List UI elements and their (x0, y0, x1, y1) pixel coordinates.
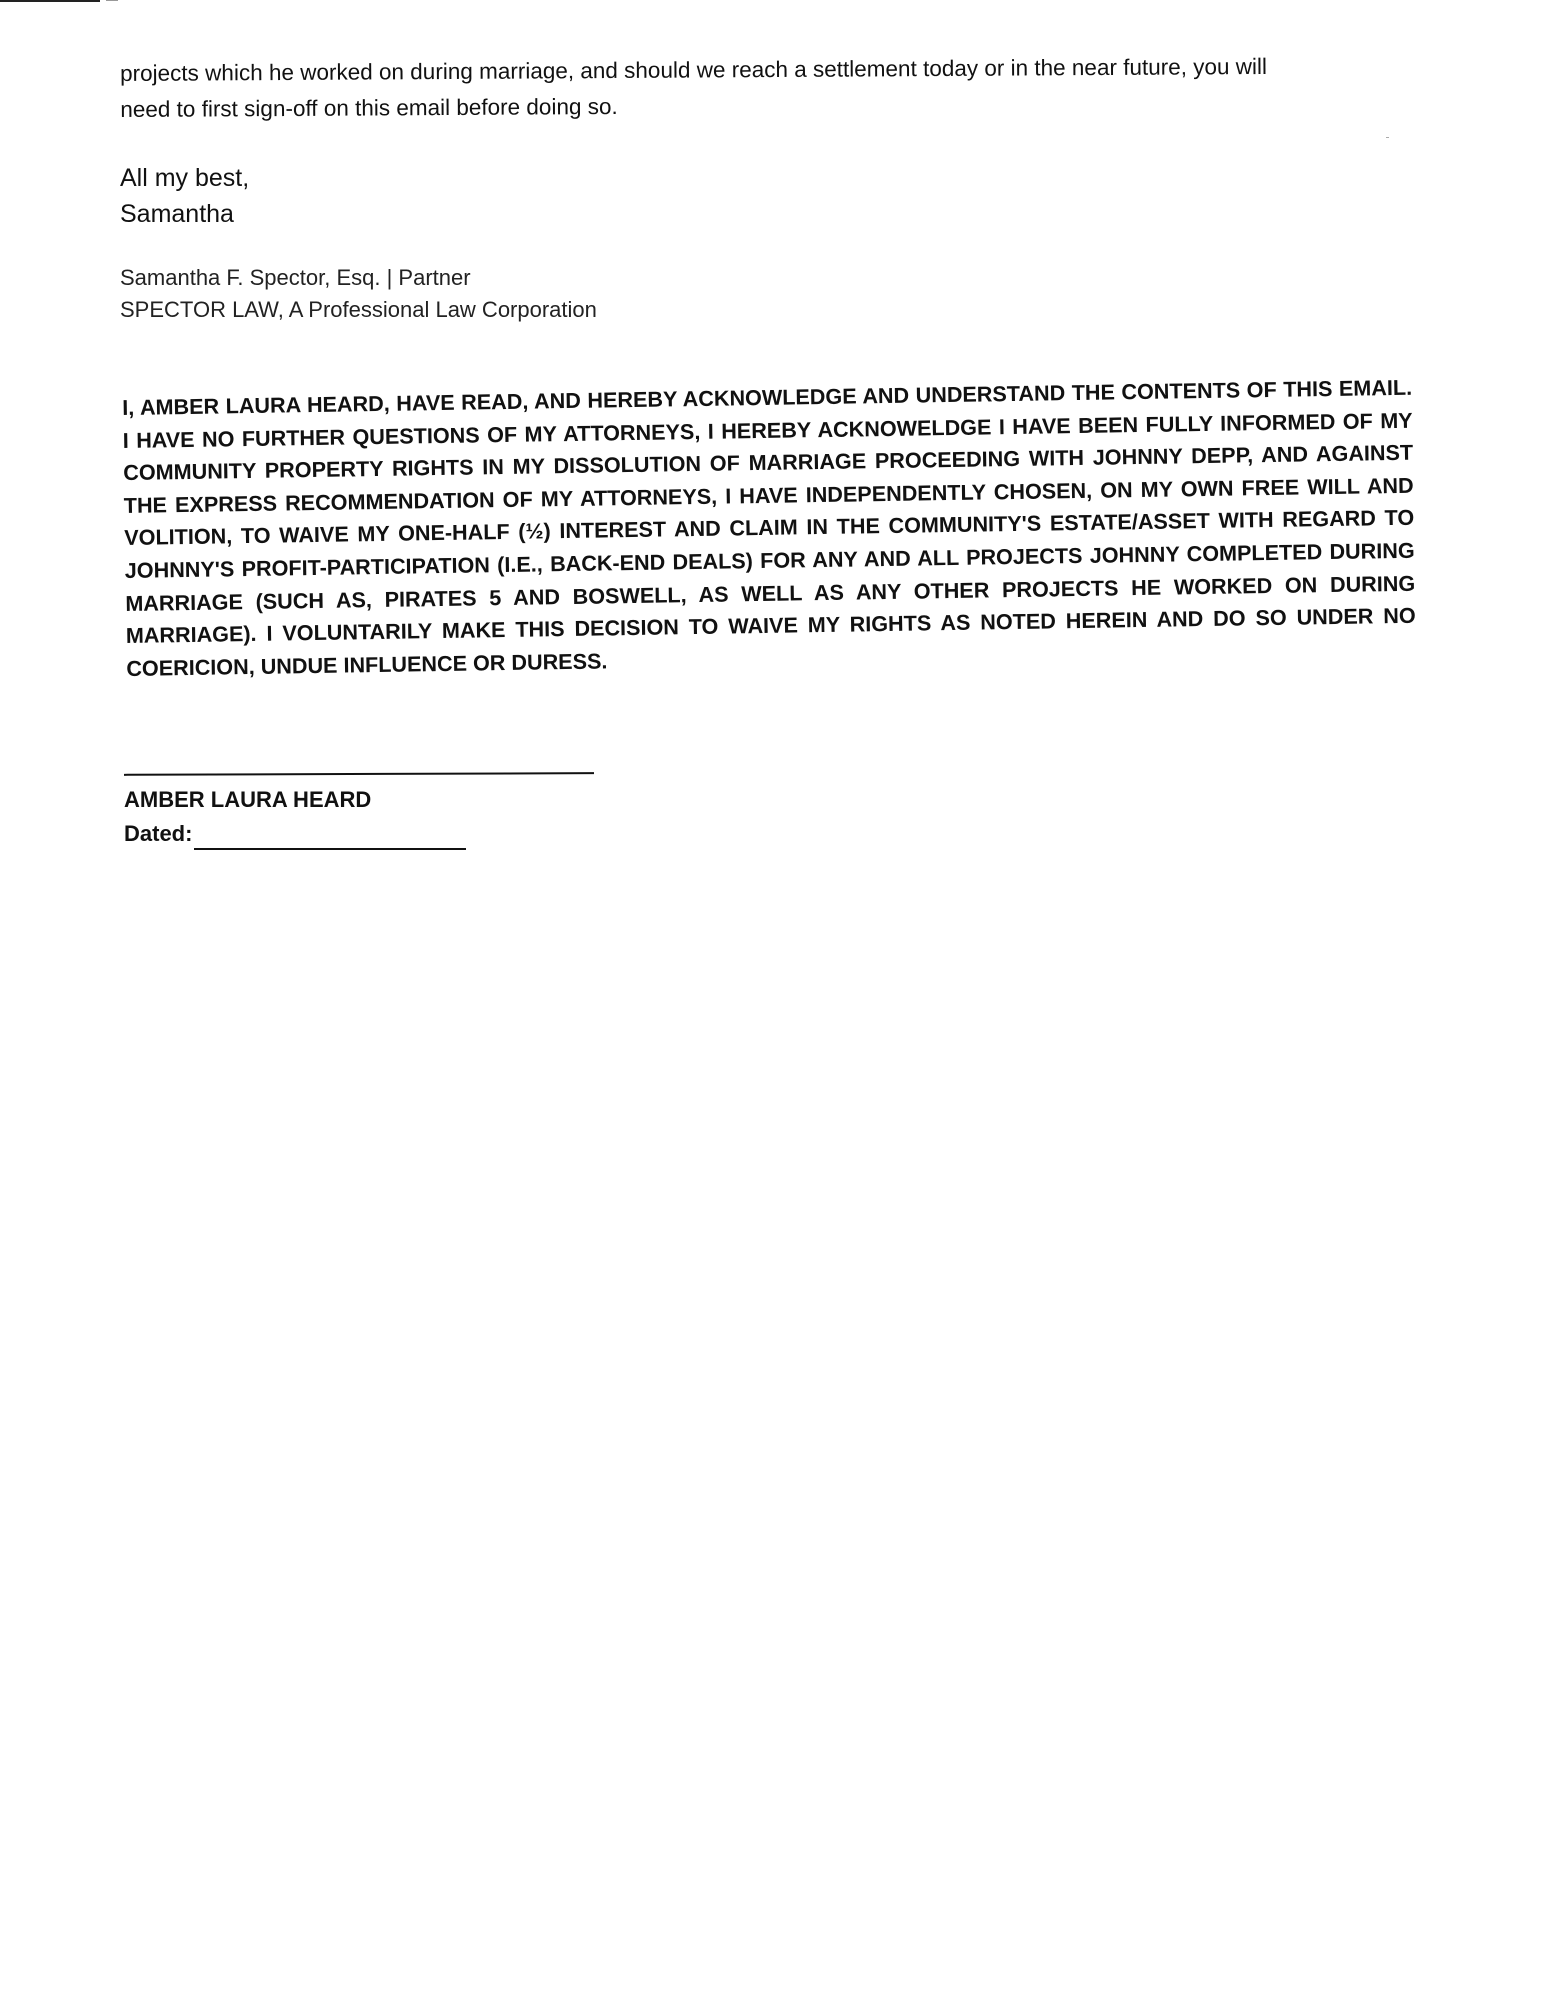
acknowledgment-paragraph: I, AMBER LAURA HEARD, HAVE READ, AND HEREBY ACKNOWLEDGE AND UNDERSTAND THE CONTENTS OF THIS EMAIL. I HAVE NO FURTHER QUESTIONS OF MY ATTORNEYS, I HEREBY ACKNOWELDGE I HAVE BEEN FULLY INFORMED OF MY COMMUNITY PROPERTY RIGHTS IN MY DISSOLUTION OF MARRIAGE PROCEEDING WITH JOHNNY DEPP, AND AGAINST THE EXPRESS RECOMMENDATION OF MY ATTORNEYS, I HAVE INDEPENDENTLY CHOSEN, ON MY OWN FREE WILL AND VOLITION, TO WAIVE MY ONE-HALF (½) INTEREST AND CLAIM IN THE COMMUNITY'S ESTATE/ASSET WITH REGARD TO JOHNNY'S PROFIT-PARTICIPATION (I.E., BACK-END DEALS) FOR ANY AND ALL PROJECTS JOHNNY COMPLETED DURING MARRIAGE (SUCH AS, PIRATES 5 AND BOSWELL, AS WELL AS ANY OTHER PROJECTS HE WORKED ON DURING MARRIAGE). I VOLUNTARILY MAKE THIS DECISION TO WAIVE MY RIGHTS AS NOTED HEREIN AND DO SO UNDER NO COERICION, UNDUE INFLUENCE OR DURESS. (122, 374, 1416, 681)
closing (120, 160, 249, 232)
top-rule-mark (106, 0, 118, 1)
signature-line (124, 772, 594, 776)
email-body (120, 48, 1390, 128)
firm-name: SPECTOR LAW, A Professional Law Corporation (120, 297, 597, 322)
date-blank-line (194, 824, 466, 850)
email-body-line-1: projects which he worked on during marriage, and should we reach a settlement today or in the near future, you will (120, 53, 1268, 86)
closing-salutation: All my best, (120, 164, 250, 192)
top-rule (0, 0, 100, 2)
signer-name: AMBER LAURA HEARD (124, 787, 372, 812)
email-body-line-2: need to first sign-off on this email before doing so. (120, 93, 618, 122)
dated-row (124, 818, 466, 850)
dated-label: Dated: (124, 821, 193, 846)
attorney-signature-block (120, 262, 597, 326)
closing-name: Samantha (120, 200, 234, 228)
attorney-name-title: Samantha F. Spector, Esq. | Partner (120, 265, 471, 290)
scan-speck (1386, 137, 1389, 138)
